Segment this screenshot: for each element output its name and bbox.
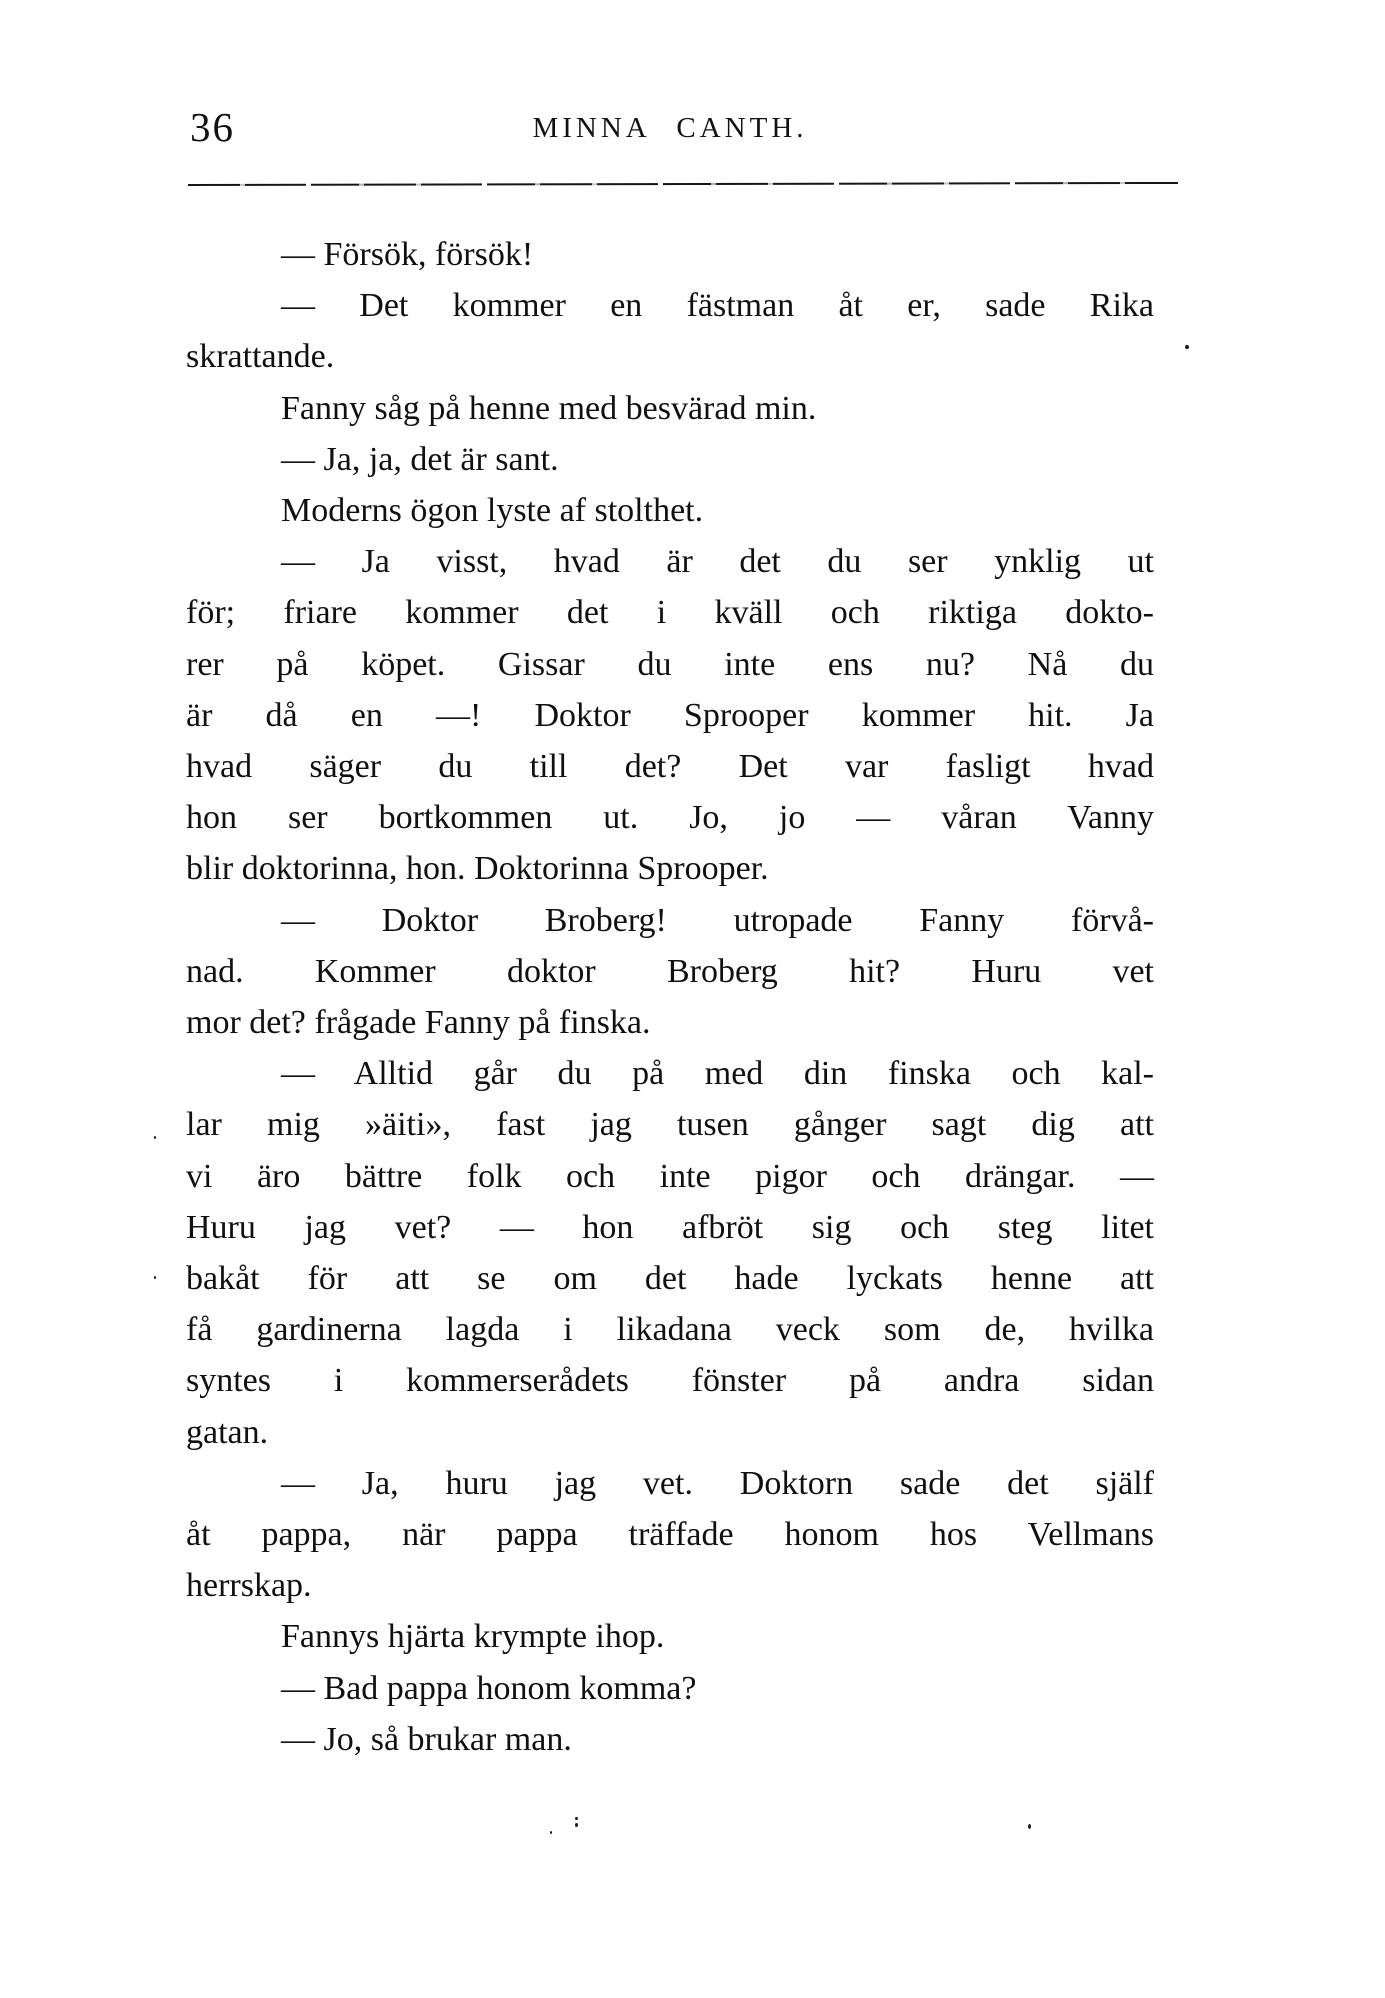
text-line: skrattande. (186, 338, 335, 376)
text-line: blir doktorinna, hon. Doktorinna Sprooper. (186, 850, 769, 888)
text-line: — Bad pappa honom komma? (281, 1669, 697, 1707)
text-line: rer på köpet. Gissar du inte ens nu? Nå du (186, 645, 1154, 683)
text-line: — Försök, försök! (281, 236, 534, 273)
page-number: 36 (190, 104, 235, 150)
text-line: Fanny såg på henne med besvärad min. (281, 389, 817, 427)
text-line: hon ser bortkommen ut. Jo, jo — våran Vanny (186, 799, 1154, 837)
text-line: få gardinerna lagda i likadana veck som de, hvilka (186, 1311, 1154, 1349)
text-line: mor det? frågade Fanny på finska. (186, 1004, 651, 1042)
scan-speck (154, 1136, 156, 1139)
text-line: — Ja visst, hvad är det du ser ynklig ut (281, 543, 1154, 581)
text-line: åt pappa, när pappa träffade honom hos Vellmans (186, 1516, 1154, 1554)
text-line: — Ja, ja, det är sant. (281, 440, 559, 478)
scan-speck (575, 1817, 578, 1820)
scan-speck (1028, 1824, 1031, 1829)
scan-speck (1185, 345, 1189, 349)
text-line: herrskap. (186, 1567, 312, 1605)
text-line: Moderns ögon lyste af stolthet. (281, 492, 704, 530)
scan-speck (550, 1831, 552, 1834)
text-line: — Doktor Broberg! utropade Fanny förvå- (281, 901, 1154, 939)
body-text (186, 229, 1154, 1765)
text-line: syntes i kommerserådets fönster på andra sidan (186, 1362, 1154, 1400)
header-rule (188, 181, 1178, 186)
text-line: hvad säger du till det? Det var fasligt hvad (186, 748, 1154, 786)
text-line: gatan. (186, 1413, 269, 1451)
scan-speck (575, 1823, 578, 1827)
text-line: — Jo, så brukar man. (281, 1720, 572, 1758)
scan-speck (154, 1276, 156, 1279)
text-line: bakåt för att se om det hade lyckats henne att (186, 1260, 1154, 1298)
text-line: — Alltid går du på med din finska och kal- (281, 1055, 1154, 1093)
text-line: — Det kommer en fästman åt er, sade Rika (281, 287, 1154, 325)
text-line: lar mig »äiti», fast jag tusen gånger sagt dig att (186, 1106, 1154, 1144)
text-line: Fannys hjärta krympte ihop. (281, 1618, 665, 1656)
text-line: vi äro bättre folk och inte pigor och drängar. — (186, 1157, 1154, 1195)
text-line: Huru jag vet? — hon afbröt sig och steg litet (186, 1208, 1154, 1246)
text-line: för; friare kommer det i kväll och riktiga dokto- (186, 594, 1154, 632)
text-line: nad. Kommer doktor Broberg hit? Huru vet (186, 952, 1154, 990)
running-title: MINNA CANTH. (532, 112, 808, 144)
text-line: är då en —! Doktor Sprooper kommer hit. Ja (186, 696, 1154, 734)
text-line: — Ja, huru jag vet. Doktorn sade det själf (281, 1464, 1154, 1502)
